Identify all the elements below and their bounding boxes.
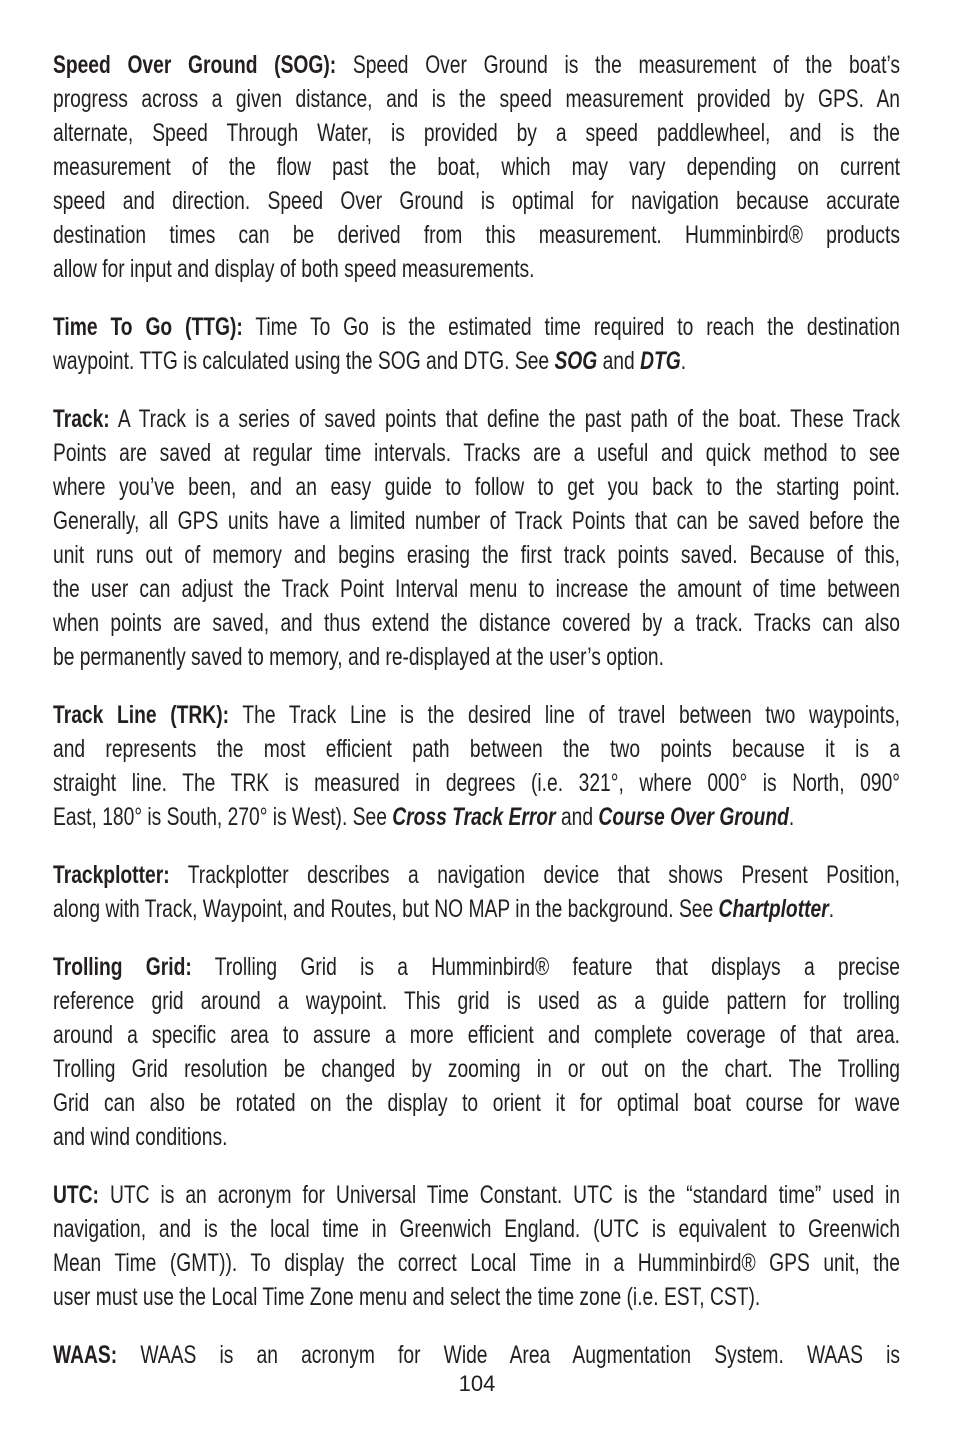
entry-term: Trolling Grid: [53,953,192,981]
glossary-entry-waas [53,1338,900,1372]
entry-text-line: and represents the most efficient path between the two points because it is a [53,735,900,763]
entry-term: Trackplotter: [53,861,170,889]
glossary-entry-track-line [53,698,900,834]
glossary-entry-sog [53,48,900,286]
glossary-entry-utc [53,1178,900,1314]
entry-text: waypoint. TTG is calculated using the SOG and DTG. See [53,347,555,375]
entry-text-line: destination times can be derived from this measurement. Humminbird® products [53,221,900,249]
entry-text-line [53,800,900,834]
entry-first-line [53,1338,900,1372]
page-number: 104 [458,1371,496,1396]
entry-term: WAAS: [53,1341,118,1369]
entry-first-line [53,950,900,984]
entry-first-line [53,48,900,82]
entry-text-line: around a specific area to assure a more efficient and complete coverage of that area. [53,1021,900,1049]
entry-text-line: unit runs out of memory and begins erasing the first track points saved. Because of this, [53,541,900,569]
glossary-entry-trolling-grid [53,950,900,1154]
entry-text: Trolling Grid is a Humminbird® feature that displays a precise [214,953,900,981]
entry-text-line: speed and direction. Speed Over Ground is optimal for navigation because accurate [53,187,900,215]
glossary-entry-ttg [53,310,900,378]
entry-text: and [555,803,599,831]
entry-text: East, 180° is South, 270° is West). See [53,803,393,831]
entry-text: and [597,347,641,375]
entry-text: . [828,895,835,923]
entry-text: UTC is an acronym for Universal Time Constant. UTC is the “standard time” used in [109,1181,900,1209]
entry-text: The Track Line is the desired line of travel between two waypoints, [242,701,900,729]
glossary-entry-trackplotter [53,858,900,926]
entry-text-line: Generally, all GPS units have a limited number of Track Points that can be saved before the [53,507,900,535]
entry-text-line: Points are saved at regular time intervals. Tracks are a useful and quick method to see [53,439,900,467]
entry-text-line: navigation, and is the local time in Greenwich England. (UTC is equivalent to Greenwich [53,1215,900,1243]
entry-text-line: and wind conditions. [53,1123,228,1151]
entry-text: along with Track, Waypoint, and Routes, but NO MAP in the background. See [53,895,719,923]
entry-text: A Track is a series of saved points that define the past path of the boat. These Track [117,405,900,433]
entry-text-line: straight line. The TRK is measured in degrees (i.e. 321°, where 000° is North, 090° [53,769,900,797]
entry-first-line [53,310,900,344]
entry-first-line [53,698,900,732]
entry-first-line [53,858,900,892]
entry-text-line: Trolling Grid resolution be changed by zooming in or out on the chart. The Trolling [53,1055,900,1083]
entry-text-line: alternate, Speed Through Water, is provided by a speed paddlewheel, and is the [53,119,900,147]
cross-reference: Chartplotter [718,895,829,923]
entry-term: Track: [53,405,110,433]
entry-first-line [53,402,900,436]
entry-text-line [53,344,900,378]
entry-text-line: when points are saved, and thus extend the distance covered by a track. Tracks can also [53,609,900,637]
cross-reference: Course Over Ground [598,803,789,831]
entry-term: Time To Go (TTG): [53,313,243,341]
entry-text: . [680,347,687,375]
glossary-column [53,48,900,1372]
entry-text: . [788,803,795,831]
entry-text: WAAS is an acronym for Wide Area Augmentation System. WAAS is [140,1341,900,1369]
entry-text-line: Grid can also be rotated on the display to orient it for optimal boat course for wave [53,1089,900,1117]
cross-reference: Cross Track Error [392,803,556,831]
entry-term: Speed Over Ground (SOG): [53,51,337,79]
entry-term: Track Line (TRK): [53,701,230,729]
entry-term: UTC: [53,1181,99,1209]
entry-first-line [53,1178,900,1212]
entry-text: Speed Over Ground is the measurement of the boat’s [352,51,900,79]
entry-text-line: where you’ve been, and an easy guide to follow to get you back to the starting point. [53,473,900,501]
entry-text-line: the user can adjust the Track Point Interval menu to increase the amount of time between [53,575,900,603]
entry-text-line [53,892,900,926]
glossary-entry-track [53,402,900,674]
entry-text-line: be permanently saved to memory, and re-displayed at the user’s option. [53,643,664,671]
entry-text-line: progress across a given distance, and is the speed measurement provided by GPS. An [53,85,900,113]
entry-text-line: reference grid around a waypoint. This grid is used as a guide pattern for trolling [53,987,900,1015]
entry-text-line: user must use the Local Time Zone menu and select the time zone (i.e. EST, CST). [53,1283,761,1311]
cross-reference: SOG [554,347,598,375]
entry-text-line: allow for input and display of both speed measurements. [53,255,535,283]
cross-reference: DTG [640,347,681,375]
entry-text-line: Mean Time (GMT)). To display the correct Local Time in a Humminbird® GPS unit, the [53,1249,900,1277]
entry-text: Trackplotter describes a navigation device that shows Present Position, [187,861,900,889]
entry-text: Time To Go is the estimated time required to reach the destination [255,313,900,341]
entry-text-line: measurement of the flow past the boat, which may vary depending on current [53,153,900,181]
